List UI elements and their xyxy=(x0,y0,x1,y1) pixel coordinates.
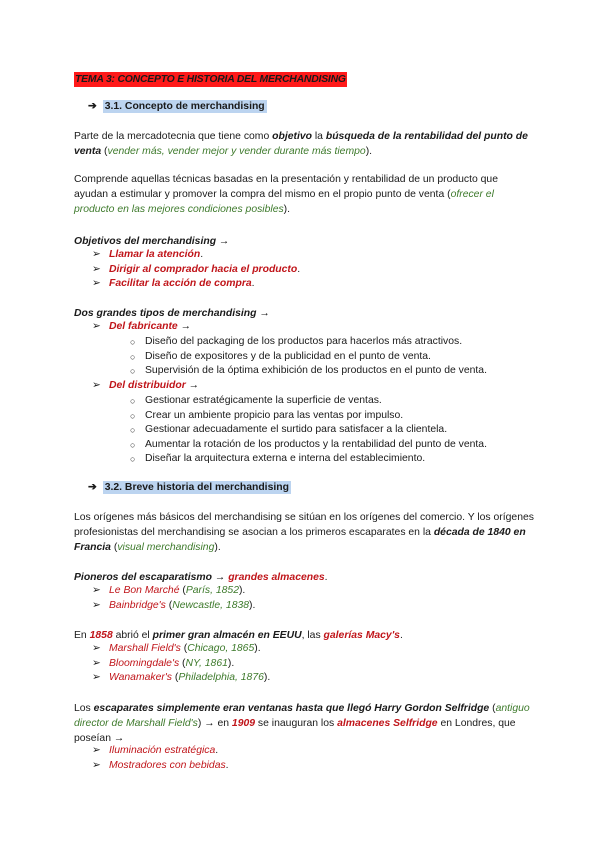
list-item: ➢ Iluminación estratégica. xyxy=(92,744,532,759)
list-item: ➢ Del distribuidor → xyxy=(92,379,532,394)
list-item: ➢ Bloomingdale's (NY, 1861). xyxy=(92,657,532,672)
list-item: ○ Aumentar la rotación de los productos y la rentabilidad del punto de venta. xyxy=(130,438,530,453)
section-heading-2 xyxy=(88,481,291,493)
section-label: 3.2. Breve historia del merchandising xyxy=(104,482,289,493)
distribuidor-sublist xyxy=(130,394,530,467)
list-item: ○ Diseñar la arquitectura externa e interna del establecimiento. xyxy=(130,452,530,467)
bullet-arrow-icon: ➢ xyxy=(92,585,101,596)
arrow-icon: ➔ xyxy=(88,482,97,493)
objetivos-list xyxy=(92,248,532,292)
document-title-row xyxy=(74,72,534,87)
paragraph-definition: Parte de la mercadotecnia que tiene como objetivo la búsqueda de la rentabilidad del punto de venta (vender más, vender mejor y vender durante más tiempo). xyxy=(74,131,528,157)
bullet-arrow-icon: ➢ xyxy=(92,321,101,332)
pioneros-heading: Pioneros del escaparatismo → grandes almacenes. xyxy=(74,572,328,583)
list-item: ○ Supervisión de la óptima exhibición de los productos en el punto de venta. xyxy=(130,364,530,379)
almacenes-list xyxy=(92,642,532,686)
tipos-list-fabricante xyxy=(92,320,532,335)
document-title: TEMA 3: CONCEPTO E HISTORIA DEL MERCHANDISING xyxy=(75,74,346,85)
bullet-arrow-icon: ➢ xyxy=(92,278,101,290)
tipos-list-distribuidor xyxy=(92,379,532,394)
bullet-circle-icon: ○ xyxy=(130,337,136,347)
bullet-circle-icon: ○ xyxy=(130,366,136,377)
bullet-arrow-icon: ➢ xyxy=(92,657,101,669)
list-item: ➢ Marshall Field's (Chicago, 1865). xyxy=(92,642,532,657)
arrow-icon: ➔ xyxy=(88,101,97,112)
list-item: ➢ Le Bon Marché (París, 1852). xyxy=(92,584,532,599)
list-item: ○ Crear un ambiente propicio para las ventas por impulso. xyxy=(130,409,530,424)
bullet-arrow-icon: ➢ xyxy=(92,672,101,684)
list-item: ○ Gestionar estratégicamente la superficie de ventas. xyxy=(130,394,530,409)
paragraph-techniques: Comprende aquellas técnicas basadas en la presentación y rentabilidad de un producto que ayudan a estimular y promover la compra del mismo en el propio punto de venta (ofrecer el producto en las mejores condiciones posibles). xyxy=(74,174,498,215)
list-item: ➢ Del fabricante → xyxy=(92,320,532,335)
list-item: ○ Gestionar adecuadamente el surtido para satisfacer a la clientela. xyxy=(130,423,530,438)
bullet-arrow-icon: ➢ xyxy=(92,380,101,391)
list-item: ➢ Wanamaker's (Philadelphia, 1876). xyxy=(92,671,532,686)
bullet-circle-icon: ○ xyxy=(130,425,136,436)
paragraph-selfridge: Los escaparates simplemente eran ventanas hasta que llegó Harry Gordon Selfridge (antiguo director de Marshall Field's) → en 1909 se inauguran los almacenes Selfridge en Londres, que poseían → xyxy=(74,703,530,744)
pioneros-list xyxy=(92,584,532,613)
list-item: ➢ Facilitar la acción de compra. xyxy=(92,277,532,292)
bullet-arrow-icon: ➢ xyxy=(92,263,101,275)
bullet-arrow-icon: ➢ xyxy=(92,643,101,654)
list-item: ➢ Dirigir al comprador hacia el producto. xyxy=(92,263,532,278)
list-item: ➢ Mostradores con bebidas. xyxy=(92,759,532,774)
selfridge-list xyxy=(92,744,532,773)
bullet-circle-icon: ○ xyxy=(130,410,136,421)
bullet-arrow-icon: ➢ xyxy=(92,745,101,756)
bullet-circle-icon: ○ xyxy=(130,396,136,406)
objetivos-heading: Objetivos del merchandising → xyxy=(74,236,230,247)
section-label: 3.1. Concepto de merchandising xyxy=(104,101,265,112)
paragraph-origins: Los orígenes más básicos del merchandising se sitúan en los orígenes del comercio. Y los orígenes profesionistas del merchandising se asocian a los primeros escaparates en la década de 1840 en Francia (visual merchandising). xyxy=(74,512,534,553)
list-item: ○ Diseño de expositores y de la publicidad en el punto de venta. xyxy=(130,350,530,365)
section-heading-1 xyxy=(88,100,267,112)
bullet-arrow-icon: ➢ xyxy=(92,249,101,260)
bullet-circle-icon: ○ xyxy=(130,454,136,465)
bullet-arrow-icon: ➢ xyxy=(92,599,101,611)
list-item: ○ Diseño del packaging de los productos para hacerlos más atractivos. xyxy=(130,335,530,350)
tipos-heading: Dos grandes tipos de merchandising → xyxy=(74,308,270,319)
bullet-circle-icon: ○ xyxy=(130,351,136,362)
list-item: ➢ Bainbridge's (Newcastle, 1838). xyxy=(92,599,532,614)
bullet-arrow-icon: ➢ xyxy=(92,759,101,771)
paragraph-macys: En 1858 abrió el primer gran almacén en EEUU, las galerías Macy's. xyxy=(74,630,403,641)
list-item: ➢ Llamar la atención. xyxy=(92,248,532,263)
bullet-circle-icon: ○ xyxy=(130,439,136,450)
fabricante-sublist xyxy=(130,335,530,379)
